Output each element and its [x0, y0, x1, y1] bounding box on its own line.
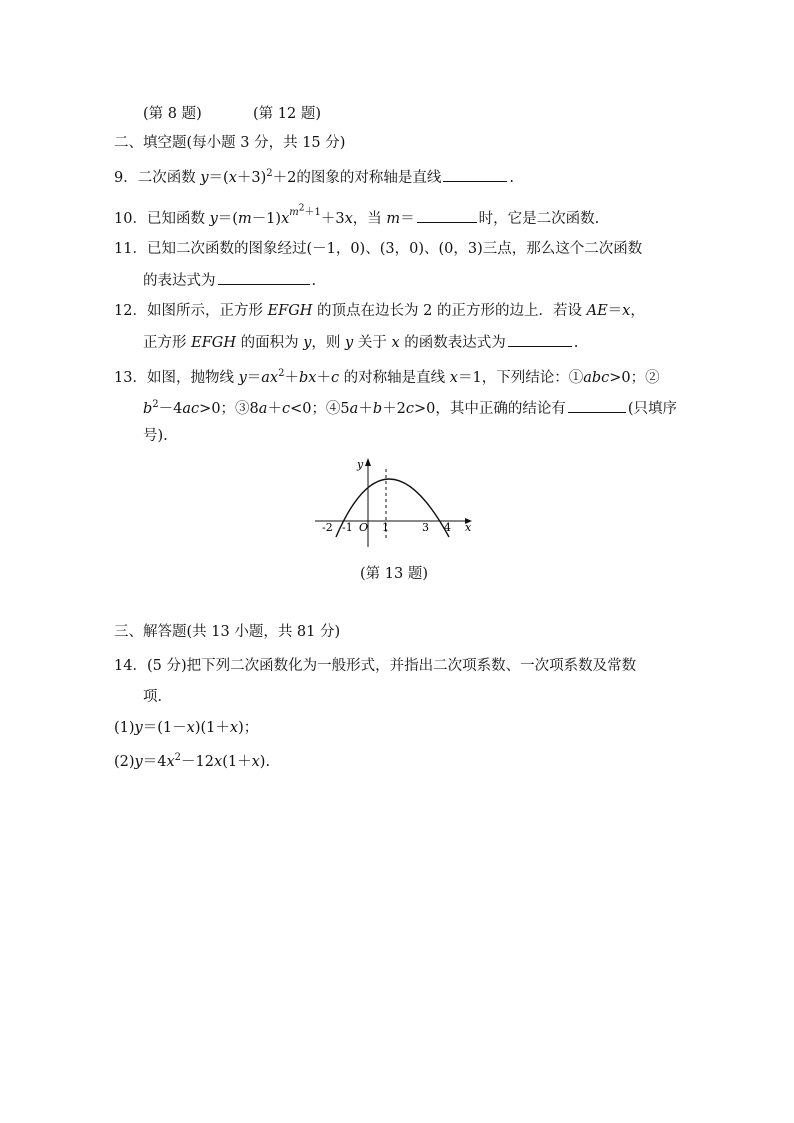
tick-label-minus-1: -1	[342, 521, 353, 534]
section-title-fill-in: 二、填空题(每小题 3 分，共 15 分)	[114, 135, 346, 151]
caption-figure-8: (第 8 题)	[143, 106, 202, 122]
question-number: 10．	[114, 211, 147, 228]
question-9: 9．二次函数 $y=(x+3)^2+2$的图象的对称轴是直线 .	[114, 168, 515, 186]
question-10: 10．已知函数 $y=(m-1)x^{m^2+1}+3x$，当 m＝ 时，它是二次函数.	[114, 204, 600, 228]
answer-blank	[417, 208, 477, 223]
y-axis-arrow	[365, 458, 371, 466]
tick-label-4: 4	[444, 521, 451, 534]
answer-blank	[443, 167, 507, 182]
question-12-line-2: 正方形 EFGH 的面积为 y，则 y 关于 x 的函数表达式为 .	[143, 332, 578, 353]
question-13-line-3: 号).	[143, 428, 168, 444]
caption-figure-13: (第 13 题)	[360, 566, 428, 582]
answer-blank	[218, 270, 310, 285]
y-axis-label: y	[357, 458, 364, 471]
question-12: 12．如图所示，正方形 EFGH 的顶点在边长为 2 的正方形的边上．若设 AE＝x，	[114, 303, 645, 319]
caption-figure-12: (第 12 题)	[253, 106, 321, 122]
origin-label: O	[359, 521, 369, 534]
figure-13-parabola-graph	[310, 455, 480, 550]
question-13: 13．如图，抛物线 $y=ax^2+bx+c$ 的对称轴是直线 x＝1，下列结论：①abc>0；②	[114, 368, 660, 386]
tick-label-1: 1	[382, 521, 389, 534]
question-13-line-2: $b^2-4ac>0$；③8a＋c<0；④5a＋b＋2c>0，其中正确的结论有 (只填序	[143, 399, 678, 417]
question-14-line-2: 项．	[143, 689, 172, 705]
answer-blank	[568, 398, 626, 413]
question-14-part-2: $(2)y=4x^2-12x(1+x)$.	[114, 752, 271, 770]
tick-label-3: 3	[422, 521, 429, 534]
question-14-part-1: (1)y＝(1－x)(1＋x)；	[114, 720, 259, 736]
question-11-line-2: 的表达式为 .	[143, 270, 316, 291]
question-number: 9．	[114, 169, 138, 186]
parabola-curve	[336, 479, 449, 537]
section-title-solutions: 三、解答题(共 13 小题，共 81 分)	[114, 624, 341, 640]
answer-blank	[508, 332, 572, 347]
question-number: 11．	[114, 241, 147, 257]
question-11: 11．已知二次函数的图象经过(－1，0)、(3，0)、(0，3)三点，那么这个二次函数	[114, 241, 643, 257]
tick-label-minus-2: -2	[322, 521, 333, 534]
x-axis-label: x	[465, 521, 472, 534]
question-number: 14．	[114, 658, 147, 674]
question-14: 14．(5 分)把下列二次函数化为一般形式，并指出二次项系数、一次项系数及常数	[114, 658, 637, 674]
question-number: 12．	[114, 303, 147, 319]
question-number: 13．	[114, 369, 147, 386]
